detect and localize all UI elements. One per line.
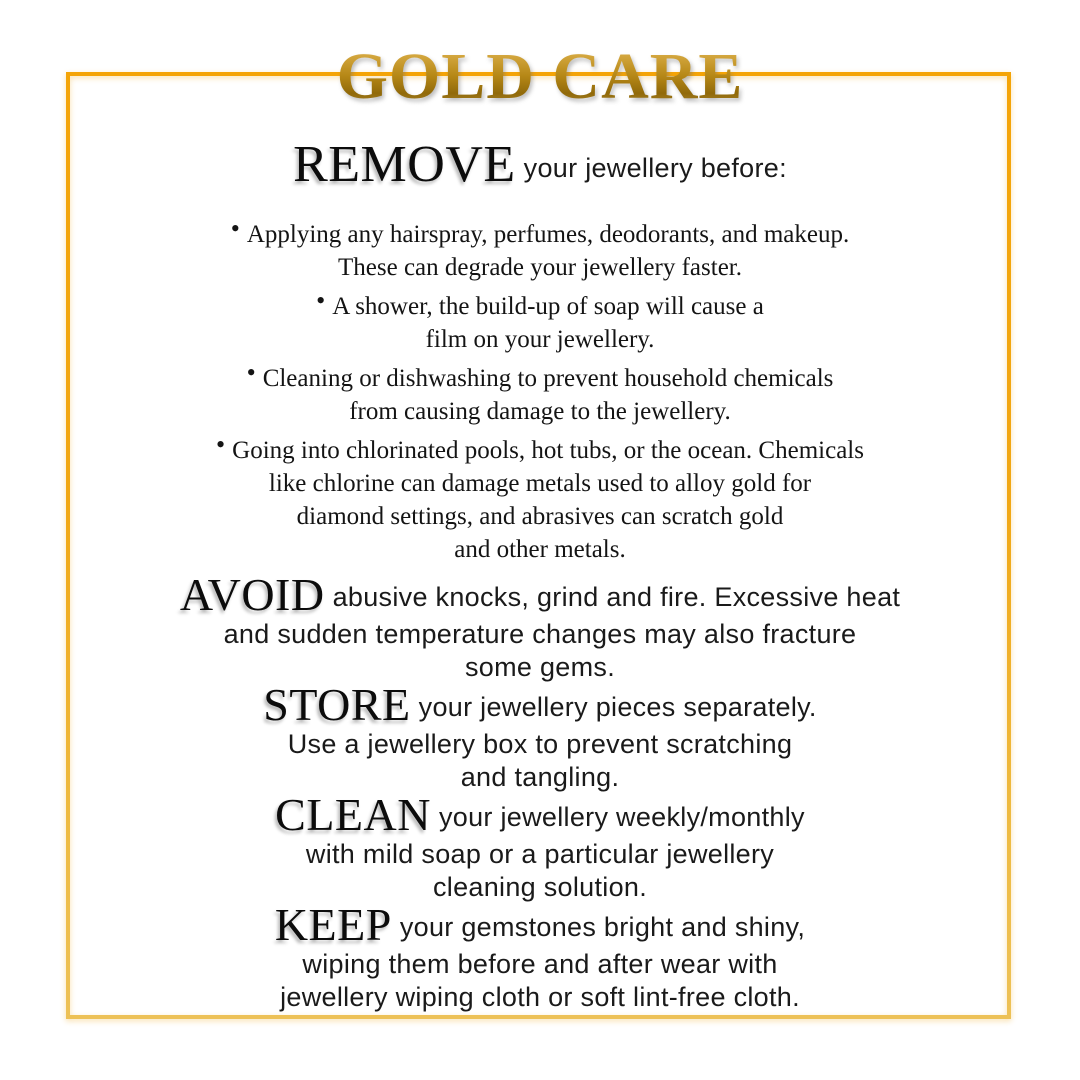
clean-heading: CLEAN [275, 789, 431, 840]
keep-heading: KEEP [274, 899, 392, 950]
bullet-line [80, 214, 1000, 251]
section-lead-line [80, 899, 1000, 950]
remove-subheading: your jewellery before: [523, 153, 787, 183]
section-lead-line [80, 789, 1000, 840]
bullet-item-cleaning [80, 358, 1000, 428]
bullet-line [80, 358, 1000, 395]
care-section-avoid [80, 569, 1000, 684]
care-section-clean [80, 789, 1000, 904]
section-line: and tangling. [460, 762, 620, 792]
bullet-dot-icon: • [246, 358, 256, 387]
bullet-dot-icon: • [216, 430, 226, 459]
bullet-line [80, 286, 1000, 323]
section-line: cleaning solution. [432, 872, 648, 902]
bullet-text: Cleaning or dishwashing to prevent household chemicals [262, 365, 834, 392]
bullet-line: from causing damage to the jewellery. [349, 398, 731, 425]
section-text: your jewellery pieces separately. [418, 692, 817, 722]
bullet-line: film on your jewellery. [425, 326, 655, 353]
bullet-text: A shower, the build-up of soap will cause a [332, 293, 764, 320]
remove-bullet-list [80, 214, 1000, 566]
section-line: some gems. [464, 652, 616, 682]
section-line: Use a jewellery box to prevent scratching [287, 729, 793, 759]
section-line: and sudden temperature changes may also fracture [223, 619, 857, 649]
card-content [80, 136, 1000, 1014]
bullet-item-pools [80, 430, 1000, 566]
bullet-text: Going into chlorinated pools, hot tubs, or the ocean. Chemicals [232, 437, 864, 464]
care-section-store [80, 679, 1000, 794]
section-line: wiping them before and after wear with [302, 949, 778, 979]
bullet-line: diamond settings, and abrasives can scratch gold [296, 503, 784, 530]
bullet-dot-icon: • [230, 214, 240, 243]
bullet-text: Applying any hairspray, perfumes, deodorants, and makeup. [246, 221, 850, 248]
bullet-line [80, 430, 1000, 467]
avoid-heading: AVOID [179, 569, 325, 620]
section-text: your jewellery weekly/monthly [438, 802, 805, 832]
care-section-keep [80, 899, 1000, 1014]
section-text: your gemstones bright and shiny, [399, 912, 806, 942]
section-line: jewellery wiping cloth or soft lint-free cloth. [280, 982, 800, 1012]
bullet-line: These can degrade your jewellery faster. [338, 254, 742, 281]
store-heading: STORE [263, 679, 411, 730]
section-line: with mild soap or a particular jewellery [305, 839, 775, 869]
bullet-item-shower [80, 286, 1000, 356]
section-lead-line [80, 569, 1000, 620]
bullet-line: like chlorine can damage metals used to alloy gold for [268, 470, 812, 497]
page-title: GOLD CARE [317, 40, 764, 114]
section-text: abusive knocks, grind and fire. Excessive heat [332, 582, 901, 612]
remove-heading: REMOVE [293, 136, 516, 193]
bullet-line: and other metals. [454, 536, 626, 563]
bullet-dot-icon: • [316, 286, 326, 315]
remove-heading-line [80, 136, 1000, 202]
bullet-item-hairspray [80, 214, 1000, 284]
section-lead-line [80, 679, 1000, 730]
